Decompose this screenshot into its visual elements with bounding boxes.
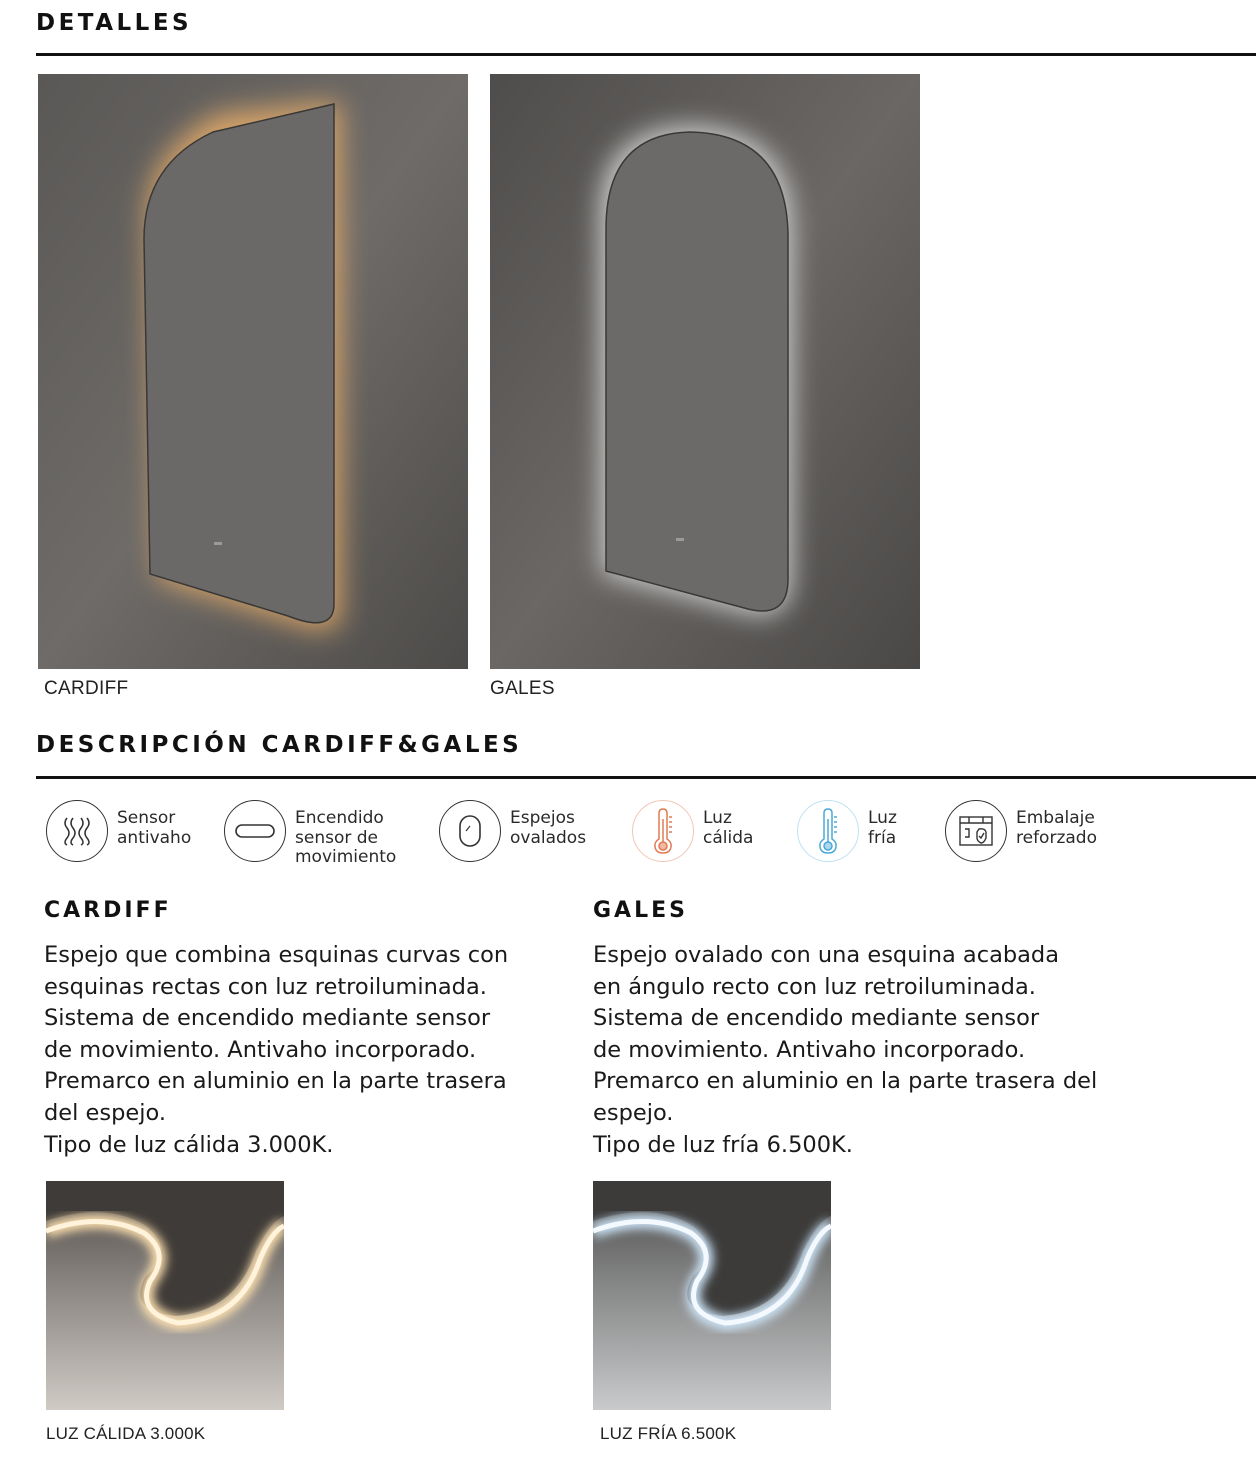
descripcion-heading: DESCRIPCIÓN CARDIFF&GALES (36, 732, 523, 758)
gales-mirror-photo (490, 74, 920, 669)
detalles-heading: DETALLES (36, 10, 193, 36)
motion-sensor-icon (224, 800, 286, 862)
feature-label: Embalaje reforzado (1016, 808, 1097, 848)
warm-light-sample-photo (46, 1181, 284, 1410)
cardiff-description: Espejo que combina esquinas curvas con esquinas rectas con luz retroiluminada. Sistema de encendido mediante sensor de movimiento. Antivaho incorporado. Premarco en aluminio en la parte trasera del espejo. Tipo de luz cálida 3.000K. (44, 942, 509, 1158)
cold-light-caption: LUZ FRÍA 6.500K (600, 1424, 737, 1443)
gales-title: GALES (593, 898, 688, 923)
cold-thermometer-icon (797, 800, 859, 862)
warm-light-caption: LUZ CÁLIDA 3.000K (46, 1424, 206, 1443)
warm-thermometer-icon (632, 800, 694, 862)
feature-label: Luz cálida (703, 808, 754, 848)
feature-cold-light (797, 800, 897, 870)
feature-motion-sensor (224, 800, 396, 870)
cardiff-photo-caption: CARDIFF (44, 678, 129, 699)
feature-label: Luz fría (868, 808, 897, 848)
feature-anti-fog (46, 800, 191, 870)
reinforced-box-icon (945, 800, 1007, 862)
feature-label: Espejos ovalados (510, 808, 587, 848)
oval-mirror-icon (439, 800, 501, 862)
feature-reinforced-packaging (945, 800, 1097, 870)
cardiff-mirror-photo (38, 74, 468, 669)
gales-description: Espejo ovalado con una esquina acabada en ángulo recto con luz retroiluminada. Sistema de encendido mediante sensor de movimiento. Antivaho incorporado. Premarco en aluminio en la parte trasera del espejo. Tipo de luz fría 6.500K. (593, 942, 1098, 1158)
descripcion-divider (36, 776, 1256, 779)
feature-label: Encendido sensor de movimiento (295, 808, 397, 867)
cardiff-title: CARDIFF (44, 898, 172, 923)
steam-icon (46, 800, 108, 862)
feature-warm-light (632, 800, 753, 870)
feature-oval-mirror (439, 800, 586, 870)
gales-photo-caption: GALES (490, 678, 555, 699)
cold-light-sample-photo (593, 1181, 831, 1410)
feature-label: Sensor antivaho (117, 808, 192, 848)
detalles-divider (36, 53, 1256, 56)
